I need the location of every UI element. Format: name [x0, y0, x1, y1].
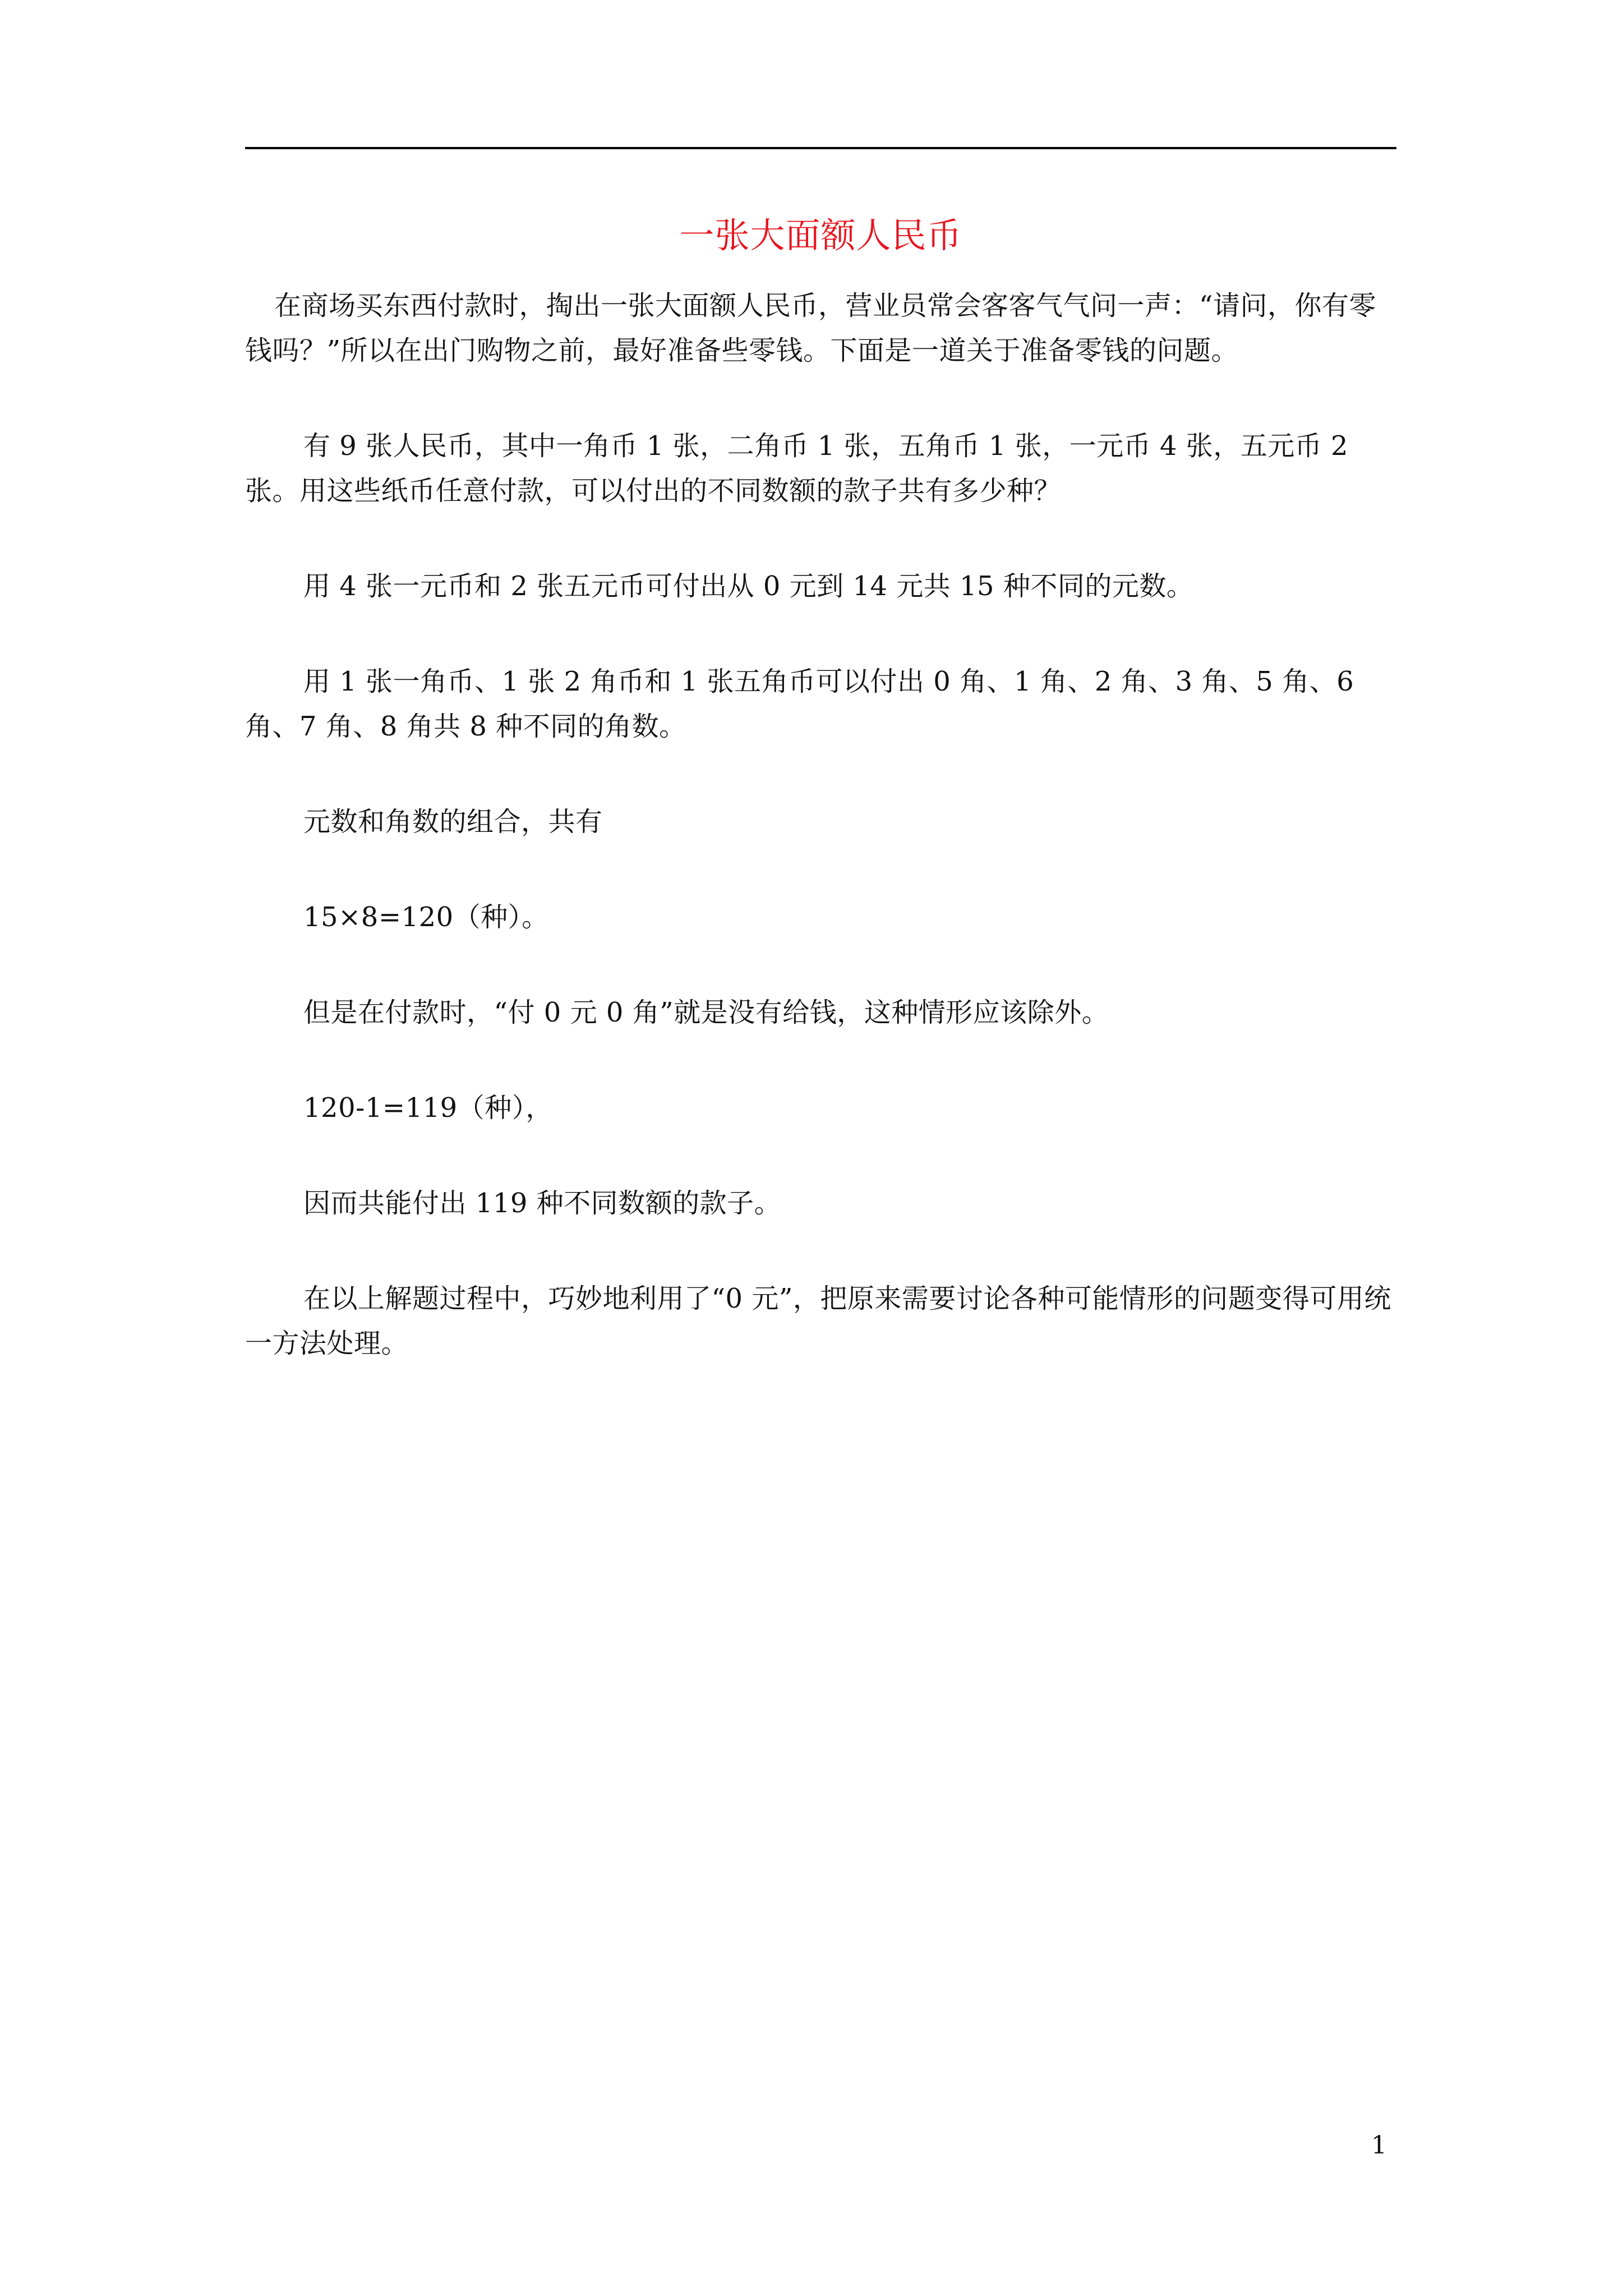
- paragraph-jiao-count: 用 1 张一角币、1 张 2 角币和 1 张五角币可以付出 0 角、1 角、2 角、3 角、5 角、6 角、7 角、8 角共 8 种不同的角数。: [245, 666, 1354, 742]
- paragraph-equation-product: 15×8=120（种）。: [303, 901, 549, 933]
- document-body: [245, 283, 1396, 1366]
- paragraph-equation-subtract: 120-1=119（种），: [303, 1092, 553, 1124]
- paragraph-yuan-count: 用 4 张一元币和 2 张五元币可付出从 0 元到 14 元共 15 种不同的元数。: [303, 570, 1194, 602]
- paragraph-combination: 元数和角数的组合，共有: [303, 806, 603, 838]
- paragraph-intro: 在商场买东西付款时，掏出一张大面额人民币，营业员常会客客气气问一声：“请问，你有零钱吗？”所以在出门购物之前，最好准备些零钱。下面是一道关于准备零钱的问题。: [245, 290, 1377, 366]
- paragraph-conclusion: 在以上解题过程中，巧妙地利用了“0 元”，把原来需要讨论各种可能情形的问题变得可用统一方法处理。: [245, 1283, 1391, 1359]
- paragraph-problem: 有 9 张人民币，其中一角币 1 张，二角币 1 张，五角币 1 张，一元币 4 张，五元币 2 张。用这些纸币任意付款，可以付出的不同数额的款子共有多少种？: [245, 430, 1349, 507]
- document-title: 一张大面额人民币: [679, 215, 962, 256]
- paragraph-result: 因而共能付出 119 种不同数额的款子。: [303, 1188, 782, 1219]
- paragraph-exclusion: 但是在付款时，“付 0 元 0 角”就是没有给钱，这种情形应该除外。: [303, 997, 1109, 1028]
- header-rule: [245, 147, 1396, 149]
- page-number: 1: [1371, 2131, 1387, 2160]
